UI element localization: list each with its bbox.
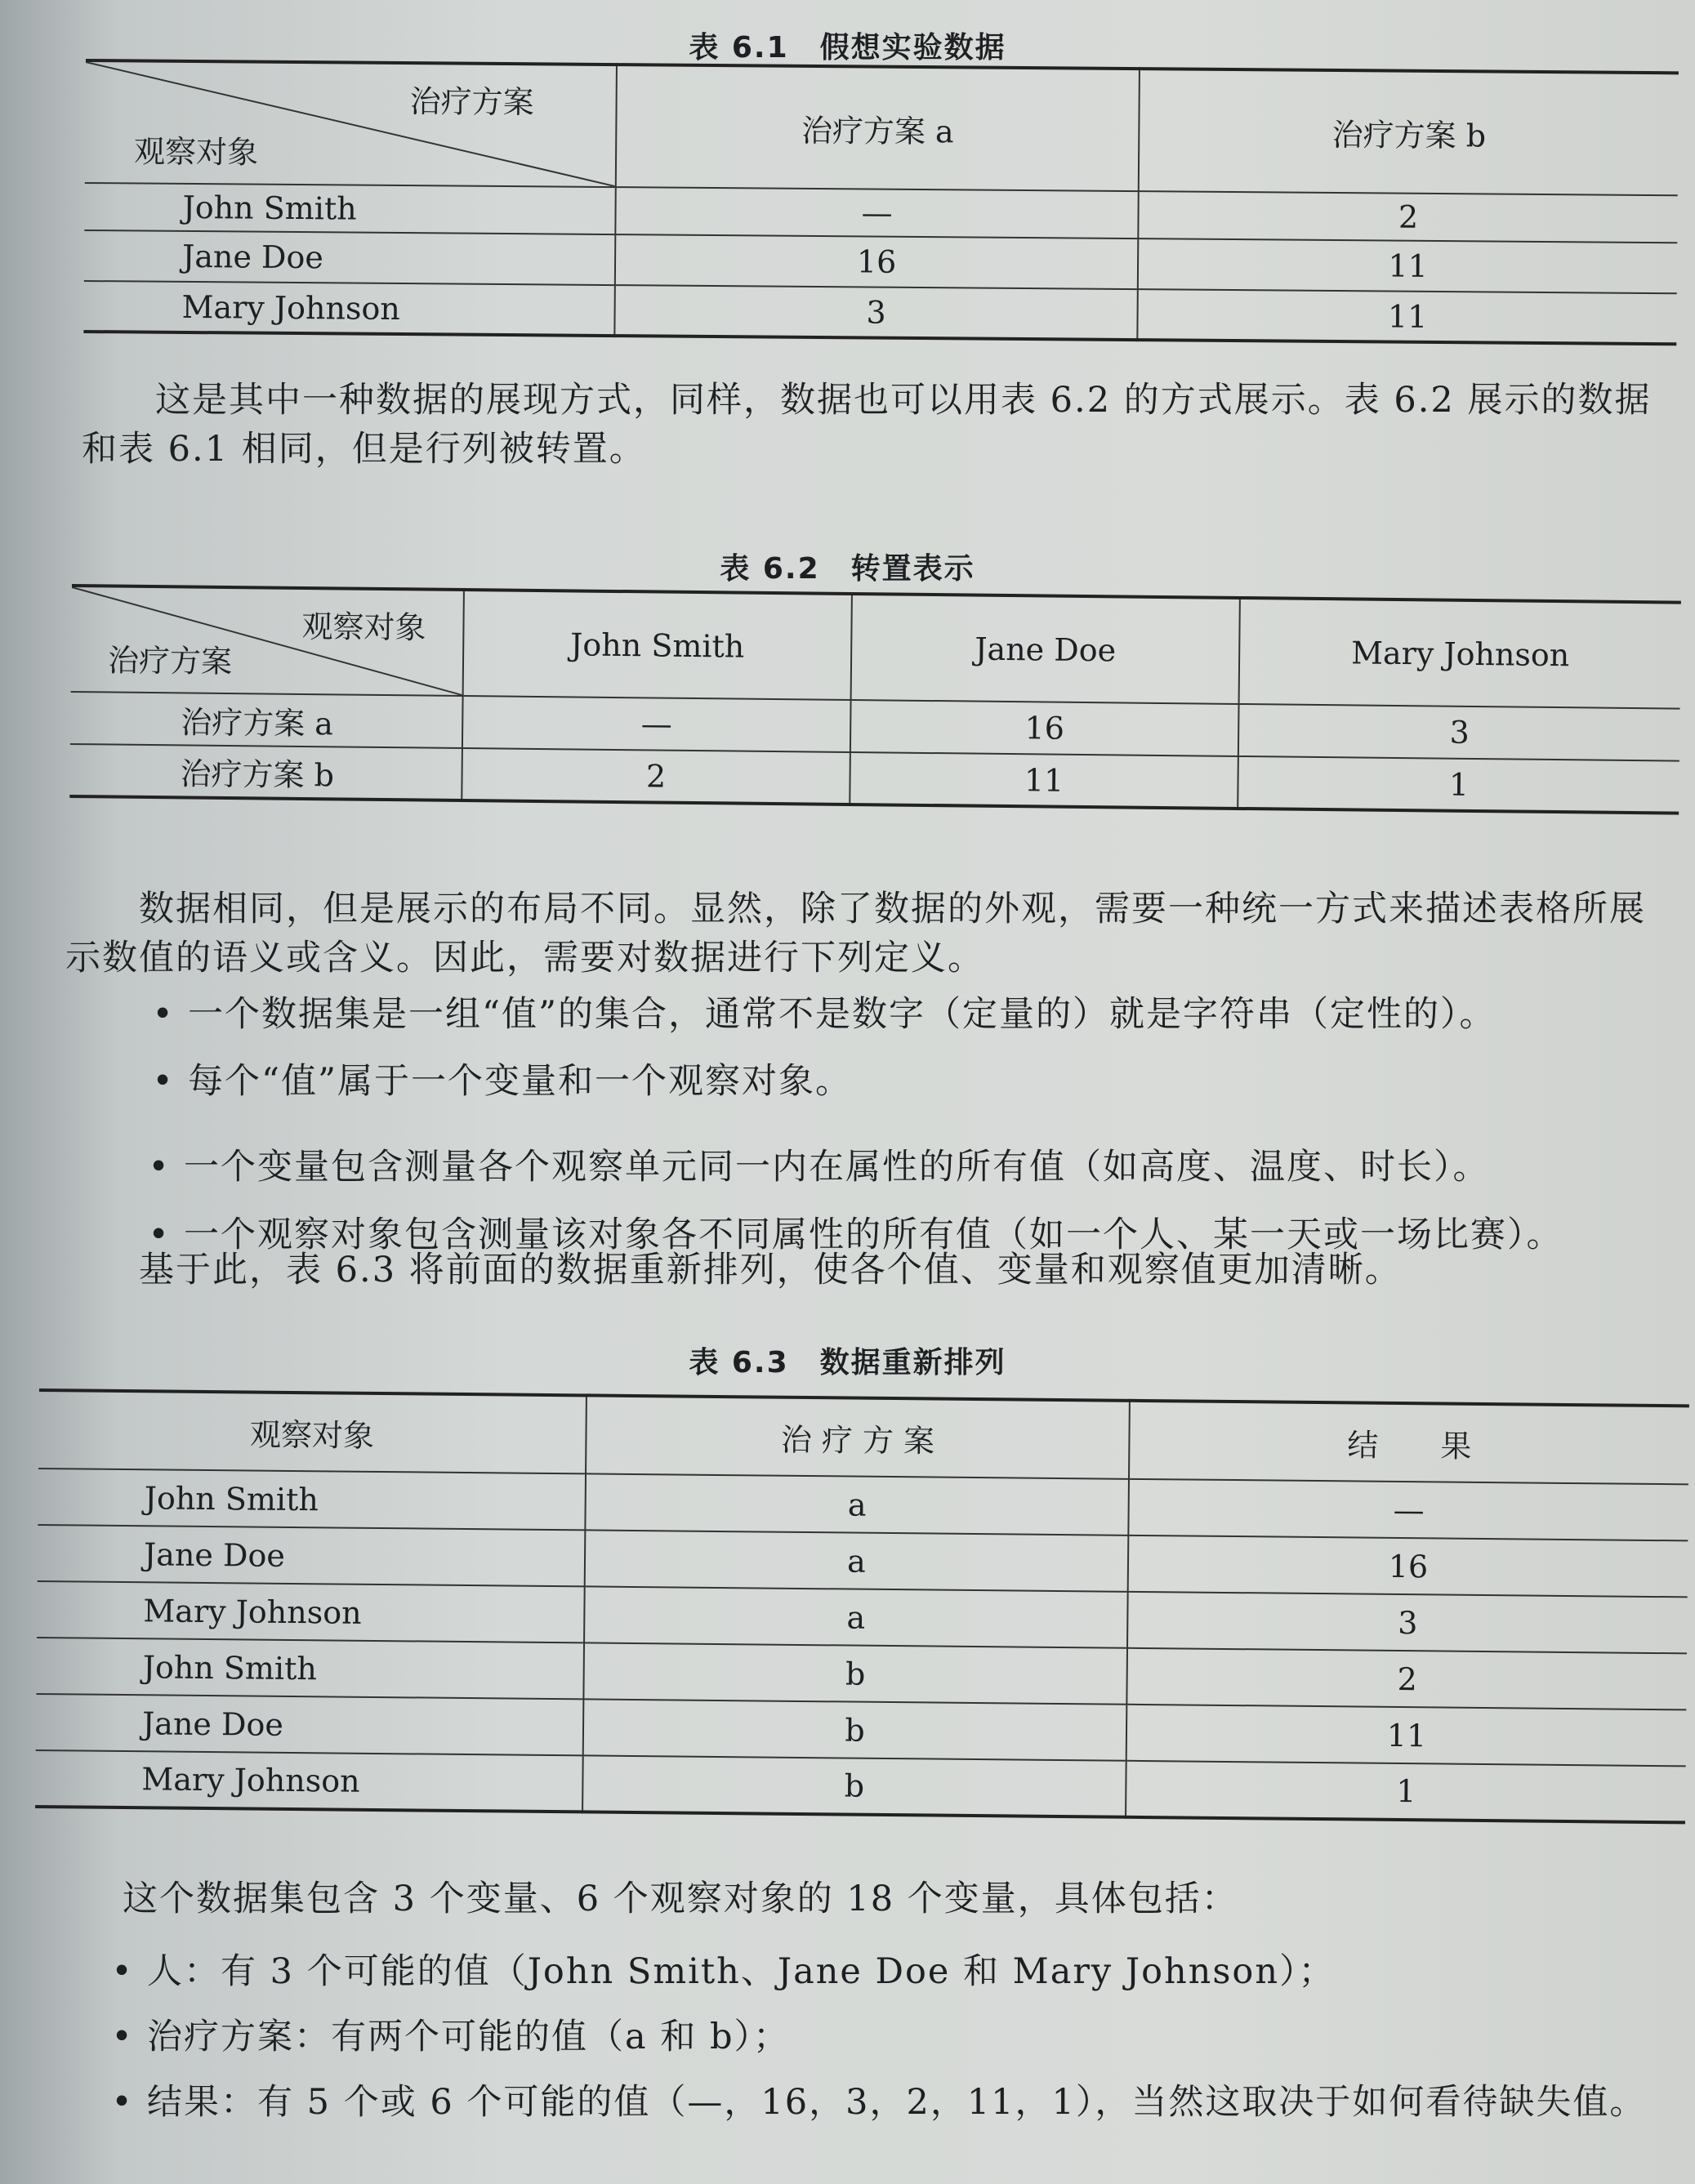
table2-cell: 3 bbox=[1238, 704, 1680, 761]
table2-row-name: 治疗方案 a bbox=[70, 692, 463, 748]
table3-col-header: 观察对象 bbox=[38, 1390, 587, 1473]
table3-cell: John Smith bbox=[38, 1469, 586, 1530]
table3-cell: Mary Johnson bbox=[37, 1581, 585, 1642]
bullet-item: • 一个观察对象包含测量该对象各不同属性的所有值（如一个人、某一天或一场比赛）。 bbox=[135, 1207, 1563, 1257]
paragraph-1: 这是其中一种数据的展现方式，同样，数据也可以用表 6.2 的方式展示。表 6.2 展示的数据和表 6.1 相同，但是行列被转置。 bbox=[82, 380, 1652, 470]
table3-cell: 16 bbox=[1128, 1535, 1688, 1598]
table1-row-name: Mary Johnson bbox=[83, 281, 614, 336]
table1 bbox=[83, 59, 1679, 345]
table2-corner-top: 观察对象 bbox=[301, 608, 426, 646]
table2-row-name: 治疗方案 b bbox=[69, 744, 462, 800]
table1-row-name: John Smith bbox=[84, 183, 615, 234]
table3-cell: 3 bbox=[1127, 1592, 1688, 1654]
table3-cell: b bbox=[582, 1755, 1126, 1816]
table1-col-header: 治疗方案 b bbox=[1139, 69, 1679, 195]
paragraph-2: 数据相同，但是展示的布局不同。显然，除了数据的外观，需要一种统一方式来描述表格所展示数值的语义或含义。因此，需要对数据进行下列定义。 bbox=[65, 889, 1646, 978]
table2-cell: — bbox=[462, 696, 851, 752]
table3-cell: 1 bbox=[1126, 1761, 1686, 1823]
table3-col-header: 结 果 bbox=[1129, 1401, 1689, 1485]
table2-corner-bottom: 治疗方案 bbox=[107, 642, 233, 680]
bullet-dot-icon: • bbox=[111, 1951, 134, 1992]
table1-corner-cell bbox=[85, 60, 617, 187]
table3-cell: 11 bbox=[1126, 1705, 1687, 1767]
table3-cell: b bbox=[583, 1699, 1127, 1760]
table1-cell: 16 bbox=[615, 234, 1138, 289]
table2-cell: 2 bbox=[462, 748, 850, 805]
bullet-dot-icon: • bbox=[148, 1147, 171, 1188]
table1-row-name: Jane Doe bbox=[84, 230, 615, 285]
table2-corner-cell bbox=[71, 586, 464, 696]
table1-caption: 表 6.1 假想实验数据 bbox=[689, 31, 1006, 65]
paragraph-4: 这个数据集包含 3 个变量、6 个观察对象的 18 个变量，具体包括： bbox=[49, 1879, 1238, 1919]
table3-cell: b bbox=[583, 1642, 1127, 1704]
table2-col-header: John Smith bbox=[463, 590, 852, 700]
table3-cell: a bbox=[585, 1530, 1129, 1591]
table3-caption: 表 6.3 数据重新排列 bbox=[689, 1346, 1006, 1379]
table3-cell: John Smith bbox=[36, 1638, 584, 1699]
bullet-dot-icon: • bbox=[152, 994, 175, 1035]
table2-caption: 表 6.2 转置表示 bbox=[720, 552, 975, 586]
table3-cell: Jane Doe bbox=[36, 1694, 584, 1755]
table3-cell: a bbox=[584, 1586, 1128, 1647]
table2 bbox=[69, 584, 1681, 815]
bullet-dot-icon: • bbox=[148, 1215, 171, 1255]
bullet-item: • 结果：有 5 个或 6 个可能的值（—，16，3，2，11，1），当然这取决于如何看待缺失值。 bbox=[98, 2075, 1646, 2124]
table2-col-header: Mary Johnson bbox=[1239, 598, 1681, 709]
table2-col-header: Jane Doe bbox=[851, 594, 1240, 704]
table3-cell: Jane Doe bbox=[38, 1525, 586, 1586]
table1-col-header: 治疗方案 a bbox=[616, 65, 1140, 191]
table1-cell: 2 bbox=[1138, 191, 1677, 243]
table3 bbox=[35, 1388, 1689, 1824]
paragraph-3: 基于此，表 6.3 将前面的数据重新排列，使各个值、变量和观察值更加清晰。 bbox=[65, 1250, 1402, 1290]
table3-cell: 2 bbox=[1126, 1648, 1687, 1710]
table2-cell: 11 bbox=[850, 752, 1238, 809]
bullet-dot-icon: • bbox=[111, 2017, 134, 2057]
bullet-item: • 人：有 3 个可能的值（John Smith、Jane Doe 和 Mary Johnson）； bbox=[98, 1944, 1336, 1994]
table1-corner-bottom: 观察对象 bbox=[133, 133, 259, 171]
table1-cell: 11 bbox=[1137, 289, 1676, 344]
table1-corner-top: 治疗方案 bbox=[409, 83, 534, 121]
bullet-item: • 每个“值”属于一个变量和一个观察对象。 bbox=[139, 1054, 852, 1103]
table3-cell: a bbox=[585, 1473, 1129, 1535]
table2-cell: 16 bbox=[850, 700, 1239, 756]
table3-cell: — bbox=[1128, 1479, 1688, 1541]
bullet-item: • 一个数据集是一组“值”的集合，通常不是数字（定量的）就是字符串（定性的）。 bbox=[139, 987, 1496, 1036]
table2-cell: 1 bbox=[1238, 756, 1679, 813]
table1-cell: 11 bbox=[1138, 238, 1677, 293]
table1-cell: — bbox=[615, 187, 1138, 238]
bullet-item: • 一个变量包含测量各个观察单元同一内在属性的所有值（如高度、温度、时长）。 bbox=[135, 1139, 1490, 1189]
bullet-dot-icon: • bbox=[111, 2082, 134, 2123]
table3-cell: Mary Johnson bbox=[35, 1750, 583, 1812]
table1-cell: 3 bbox=[614, 285, 1137, 340]
table3-col-header: 治 疗 方 案 bbox=[586, 1395, 1130, 1478]
bullet-dot-icon: • bbox=[152, 1061, 175, 1102]
bullet-item: • 治疗方案：有两个可能的值（a 和 b）； bbox=[98, 2009, 790, 2059]
